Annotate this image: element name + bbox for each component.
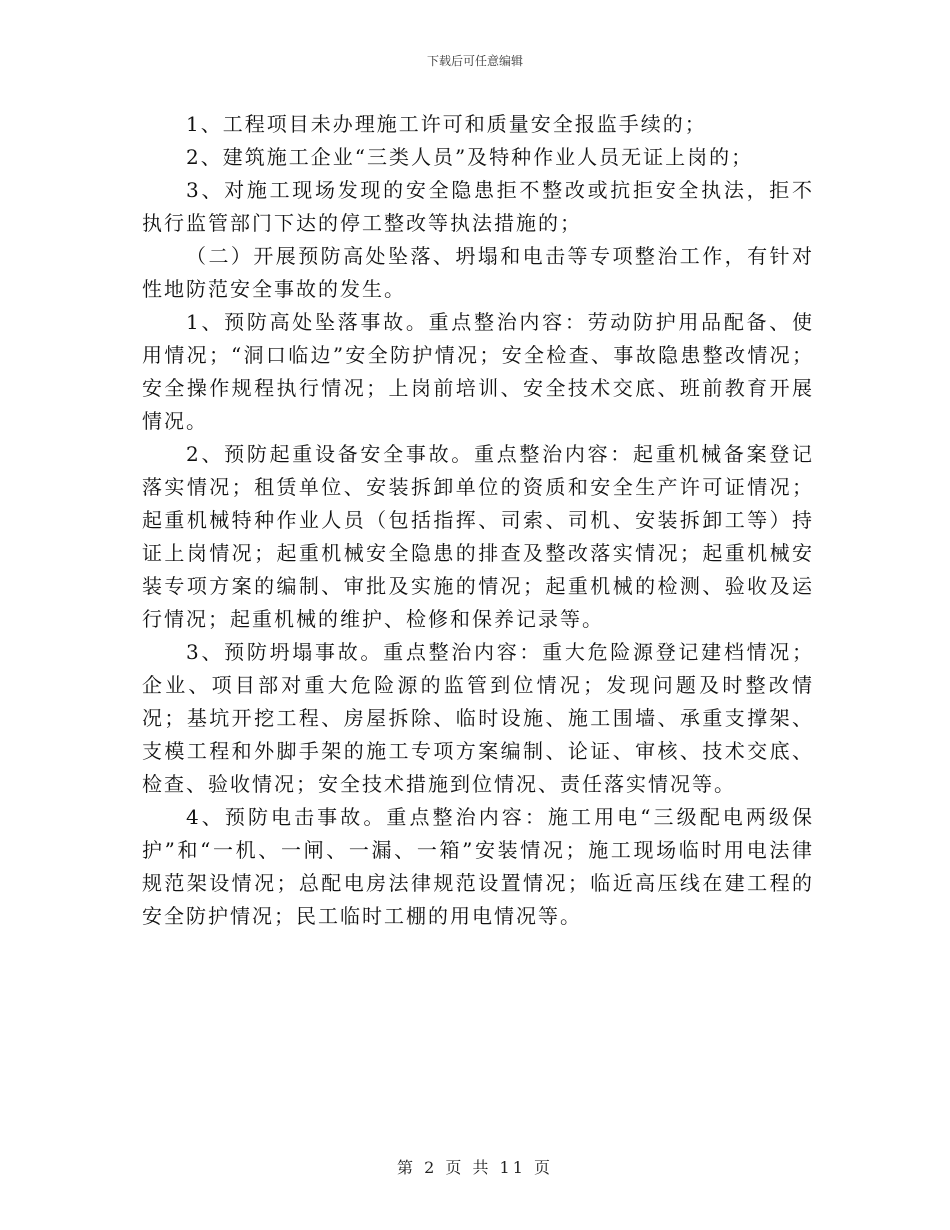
paragraph-item-1: 1、工程项目未办理施工许可和质量安全报监手续的；: [186, 112, 707, 136]
paragraph-electric-shock: 4、预防电击事故。重点整治内容：施工用电“三级配电两级保护”和“一机、一闸、一漏、一箱”安装情况；施工现场临时用电法律规范架设情况；总配电房法律规范设置情况；临近高压线在建工程的安全防护情况；民工临时工棚的用电情况等。: [142, 805, 814, 928]
paragraph-collapse-prevention: 3、预防坍塌事故。重点整治内容：重大危险源登记建档情况；企业、项目部对重大危险源的监管到位情况；发现问题及时整改情况；基坑开挖工程、房屋拆除、临时设施、施工围墙、承重支撑架、支模工程和外脚手架的施工专项方案编制、论证、审核、技术交底、检查、验收情况；安全技术措施到位情况、责任落实情况等。: [142, 640, 814, 796]
paragraph-fall-prevention: 1、预防高处坠落事故。重点整治内容：劳动防护用品配备、使用情况；“洞口临边”安全防护情况；安全检查、事故隐患整改情况；安全操作规程执行情况；上岗前培训、安全技术交底、班前教育开展情况。: [142, 310, 814, 433]
page-header-note: 下载后可任意编辑: [426, 54, 523, 68]
document-body: [142, 108, 814, 933]
paragraph-lifting-equipment: 2、预防起重设备安全事故。重点整治内容：起重机械备案登记落实情况；租赁单位、安装拆卸单位的资质和安全生产许可证情况；起重机械特种作业人员（包括指挥、司索、司机、安装拆卸工等）持证上岗情况；起重机械安全隐患的排查及整改落实情况；起重机械安装专项方案的编制、审批及实施的情况；起重机械的检测、验收及运行情况；起重机械的维护、检修和保养记录等。: [142, 442, 814, 631]
paragraph-item-2: 2、建筑施工企业“三类人员”及特种作业人员无证上岗的；: [186, 145, 754, 169]
section-heading-2: （二）开展预防高处坠落、坍塌和电击等专项整治工作，有针对性地防范安全事故的发生。: [142, 244, 814, 301]
paragraph-item-3: 3、对施工现场发现的安全隐患拒不整改或抗拒安全执法，拒不执行监管部门下达的停工整改等执法措施的；: [142, 178, 814, 235]
page-number-footer: 第 2 页 共 11 页: [397, 1158, 553, 1177]
